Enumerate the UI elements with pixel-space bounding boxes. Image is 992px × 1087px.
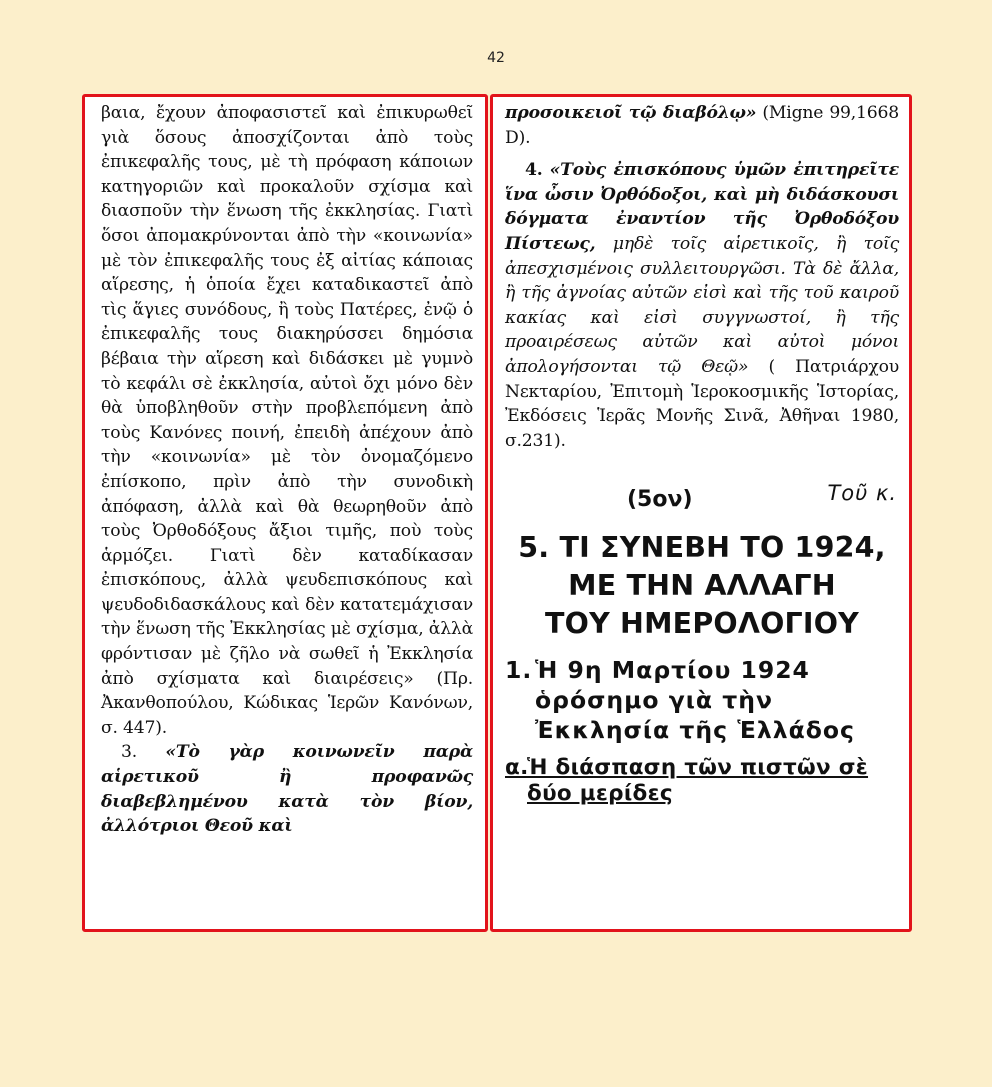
tag-line (505, 479, 899, 519)
quote-citation: (Migne 99,1668 D). (505, 103, 899, 148)
right-paragraph-4 (505, 158, 899, 453)
paragraph-4-quote-bold: «Τοὺς ἐπισκόπους ὑμῶν ἐπιτηρεῖτε ἵνα ὦσιν Ὀρθόδοξοι, καὶ μὴ διδάσκουσι δόγματα ἐναντίον τῆς Ὀρθοδόξου Πίστεως, (505, 160, 899, 254)
right-column-text (505, 101, 899, 453)
left-column-text (101, 101, 473, 839)
left-column-highlight (82, 94, 488, 932)
subsubheading (505, 755, 899, 807)
right-quote-continuation (505, 101, 899, 150)
subsubheading-letter: α. (505, 755, 529, 781)
left-paragraph-3 (101, 740, 473, 838)
section-title (505, 529, 899, 643)
paragraph-4-quote-italic: μηδὲ τοῖς αἱρετικοῖς, ἢ τοῖς ἀπεσχισμένοις συλλειτουργῶσι. Τὰ δὲ ἄλλα, ἢ τῆς ἀγνοίας αὐτῶν εἰσὶ καὶ τῆς τοῦ καιροῦ κακίας καὶ εἰσὶ συγγνωστοί, ἢ τῆς προαιρέσεως αὐτῶν καὶ αὐτοὶ μόνοι ἀπολογήσονται τῷ Θεῷ» (505, 233, 899, 377)
section-title-line3: ΤΟΥ ΗΜΕΡΟΛΟΓΙΟΥ (545, 607, 859, 641)
section-title-line1: 5. ΤΙ ΣΥΝΕΒΗ ΤΟ 1924, (518, 531, 886, 565)
part-tag: (5ον) (627, 487, 693, 513)
left-paragraph-main: βαια, ἔχουν ἀποφασιστεῖ καὶ ἐπικυρωθεῖ γιὰ ὅσους ἀποσχίζονται ἀπὸ τοὺς ἐπικεφαλῆς τους, μὲ τὴ πρόφαση κάποιων κατηγοριῶν καὶ προκαλοῦν σχίσμα καὶ διασποῦν τὴν ἕνωση τῆς ἐκκλησίας. Γιατὶ ὅσοι ἀπομακρύνονται ἀπὸ τὴν «κοινωνία» μὲ τὸν ἐπικεφαλῆς τους ἐξ αἰτίας κάποιας αἵρεσης, ἡ ὁποία ἔχει καταδικαστεῖ ἀπὸ τὶς ἅγιες συνόδους, ἢ τοὺς Πατέρες, ἐνῷ ὁ ἐπικεφαλῆς τους διακηρύσσει δημόσια βέβαια τὴν αἵρεση καὶ διδάσκει μὲ γυμνὸ τὸ κεφάλι σὲ ἐκκλησία, αὐτοὶ ὄχι μόνο δὲν θὰ ὑποβληθοῦν στὴν προβλεπόμενη ἀπὸ τοὺς Κανόνες ποινή, ἐπειδὴ ἀπέχουν ἀπὸ τὴν «κοινωνία» μὲ τὸν ὀνομαζόμενο ἐπίσκοπο, πρὶν ἀπὸ τὴν συνοδικὴ ἀπόφαση, ἀλλὰ καὶ θὰ θεωρηθοῦν ἀπὸ τοὺς Ὀρθοδόξους ἄξιοι τιμῆς, ποὺ τοὺς ἁρμόζει. Γιατὶ δὲν καταδίκασαν ἐπισκόπους, ἀλλὰ ψευδεπισκόπους καὶ ψευδοδιδασκάλους καὶ δὲν κατατεμάχισαν τὴν ἕνωση τῆς Ἐκκλησίας μὲ σχίσμα, ἀλλὰ φρόντισαν μὲ ζῆλο νὰ σωθεῖ ἡ Ἐκκλησία ἀπὸ σχίσματα καὶ διαιρέσεις» (Πρ. Ἀκανθοπούλου, Κώδικας Ἱερῶν Κανόνων, σ. 447). (101, 103, 473, 738)
paragraph-3-quote: «Τὸ γὰρ κοινωνεῖν παρὰ αἱρετικοῦ ἢ προφανῶς διαβεβλημένου κατὰ τὸν βίον, ἀλλότριοι Θεοῦ καὶ (101, 742, 474, 837)
paragraph-4-citation: ( Πατριάρχου Νεκταρίου, Ἐπιτομὴ Ἱεροκοσμικῆς Ἱστορίας, Ἐκδόσεις Ἱερᾶς Μονῆς Σινᾶ, Ἀθῆναι 1980, σ.231). (505, 356, 900, 451)
subheading (505, 655, 899, 745)
right-column-highlight (490, 94, 912, 932)
paragraph-4-number: 4. (525, 160, 543, 181)
page-number: 42 (487, 50, 505, 66)
subsubheading-text: Ἡ διάσπαση τῶν πιστῶν σὲ δύο μερίδες (527, 755, 869, 807)
paragraph-3-number: 3. (121, 742, 137, 763)
subheading-number: 1. (505, 656, 533, 685)
subheading-text: Ἡ 9η Μαρτίου 1924 ὁρόσημο γιὰ τὴν Ἐκκλησία τῆς Ἑλλάδος (535, 656, 855, 745)
quote-continuation: προσοικειοῖ τῷ διαβόλῳ» (505, 103, 757, 123)
section-title-line2: ΜΕ ΤΗΝ ΑΛΛΑΓΗ (568, 569, 836, 603)
page-tag: Τοῦ κ. (827, 481, 897, 506)
